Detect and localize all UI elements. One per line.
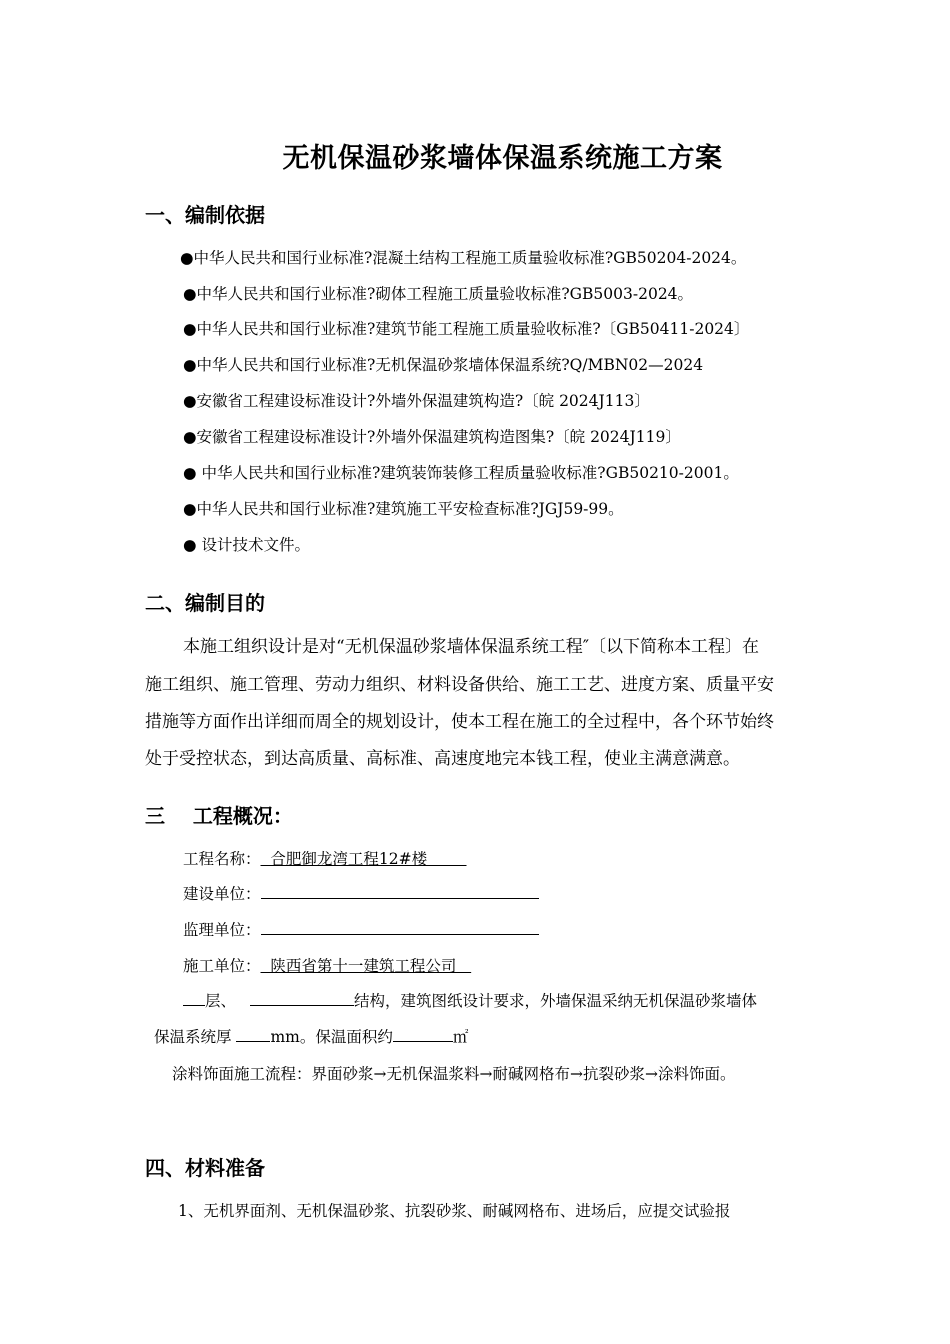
section-heading-purpose: 二、编制目的 <box>145 591 265 615</box>
builder-blank <box>261 883 539 900</box>
process-flow-text: 涂料饰面施工流程：界面砂浆→无机保温浆料→耐碱网格布→抗裂砂浆→涂料饰面。 <box>172 1065 736 1083</box>
basis-item: ● 中华人民共和国行业标准?建筑装饰装修工程质量验收标准?GB50210-2001。 <box>183 464 739 482</box>
basis-item: ●安徽省工程建设标准设计?外墙外保温建筑构造?〔皖 2024J113〕 <box>183 392 650 410</box>
supervisor-label: 监理单位： <box>183 921 261 939</box>
basis-item: ●中华人民共和国行业标准?混凝土结构工程施工质量验收标准?GB50204-2024。 <box>180 249 747 267</box>
supervisor-row <box>183 918 539 940</box>
purpose-paragraph-line: 处于受控状态，到达高质量、高标准、高速度地完本钱工程，使业主满意满意。 <box>145 749 740 769</box>
area-blank <box>393 1026 453 1043</box>
project-name-label: 工程名称： <box>183 850 261 868</box>
thickness-unit: mm。保温面积约 <box>270 1028 393 1046</box>
structure-row <box>183 989 757 1011</box>
basis-item: ●安徽省工程建设标准设计?外墙外保温建筑构造图集?〔皖 2024J119〕 <box>183 428 681 446</box>
basis-item: ● 设计技术文件。 <box>183 536 310 554</box>
builder-label: 建设单位： <box>183 885 261 903</box>
project-name-value: 合肥御龙湾工程12#楼 <box>260 850 467 868</box>
structure-text: 结构，建筑图纸设计要求，外墙保温采纳无机保温砂浆墙体 <box>354 992 758 1010</box>
thickness-row <box>154 1025 468 1047</box>
floors-suffix: 层、 <box>205 992 237 1010</box>
thickness-blank <box>236 1026 270 1043</box>
section-heading-materials: 四、材料准备 <box>145 1156 265 1180</box>
builder-row <box>183 882 539 904</box>
purpose-paragraph-line: 施工组织、施工管理、劳动力组织、材料设备供给、施工工艺、进度方案、质量平安 <box>145 675 774 695</box>
purpose-paragraph-line: 本施工组织设计是对“无机保温砂浆墙体保温系统工程″〔以下简称本工程〕在 <box>183 637 760 657</box>
thickness-prefix: 保温系统厚 <box>154 1028 237 1046</box>
materials-paragraph-line: 1、无机界面剂、无机保温砂浆、抗裂砂浆、耐碱网格布、进场后，应提交试验报 <box>178 1202 731 1220</box>
basis-item: ●中华人民共和国行业标准?砌体工程施工质量验收标准?GB5003-2024。 <box>183 285 694 303</box>
section-heading-overview: 三 工程概况： <box>145 804 293 828</box>
structure-type-blank <box>250 990 354 1007</box>
section-heading-basis: 一、编制依据 <box>145 203 265 227</box>
basis-item: ●中华人民共和国行业标准?建筑施工平安检查标准?JGJ59-99。 <box>183 500 624 518</box>
contractor-value: 陕西省第十一建筑工程公司 <box>260 957 472 975</box>
contractor-label: 施工单位： <box>183 957 261 975</box>
contractor-row <box>183 954 471 976</box>
document-title: 无机保温砂浆墙体保温系统施工方案 <box>282 143 723 174</box>
floors-blank <box>183 990 205 1007</box>
basis-item: ●中华人民共和国行业标准?建筑节能工程施工质量验收标准?〔GB50411-2024〕 <box>183 320 750 338</box>
supervisor-blank <box>261 919 539 936</box>
area-unit: ㎡ <box>452 1028 469 1046</box>
basis-item: ●中华人民共和国行业标准?无机保温砂浆墙体保温系统?Q/MBN02—2024 <box>183 356 704 374</box>
project-name-row <box>183 847 467 869</box>
purpose-paragraph-line: 措施等方面作出详细而周全的规划设计，使本工程在施工的全过程中，各个环节始终 <box>145 712 774 732</box>
